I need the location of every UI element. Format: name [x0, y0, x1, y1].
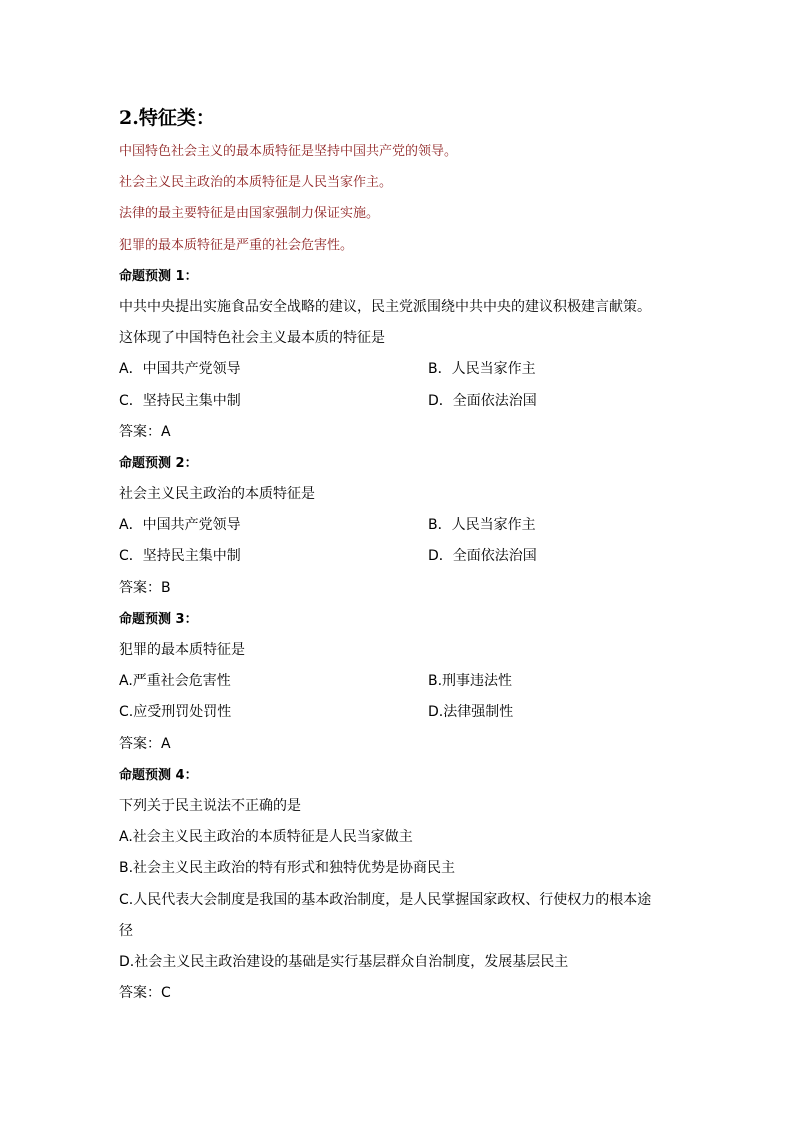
- option: D．全面依法治国: [428, 392, 537, 409]
- option: A．中国共产党领导: [119, 517, 241, 534]
- option-row: [119, 697, 689, 728]
- question-stem: 社会主义民主政治的本质特征是: [119, 486, 315, 503]
- question-stem: 犯罪的最本质特征是: [119, 642, 245, 658]
- key-point: 社会主义民主政治的本质特征是人民当家作主。: [119, 175, 393, 191]
- option: C.人民代表大会制度是我国的基本政治制度，是人民掌握国家政权、行使权力的根本途: [119, 891, 652, 908]
- option: D.社会主义民主政治建设的基础是实行基层群众自治制度，发展基层民主: [119, 953, 569, 970]
- option: D.法律强制性: [428, 704, 514, 721]
- document-content: [119, 100, 689, 1009]
- key-point: 中国特色社会主义的最本质特征是坚持中国共产党的领导。: [119, 144, 458, 159]
- option: C.应受刑罚处罚性: [119, 704, 232, 721]
- answer: 答案：C: [119, 985, 171, 1002]
- option: C．坚持民主集中制: [119, 548, 241, 565]
- option-row: [119, 510, 689, 541]
- option-row: [119, 354, 689, 385]
- key-point: 犯罪的最本质特征是严重的社会危害性。: [119, 237, 354, 253]
- option: A.社会主义民主政治的本质特征是人民当家做主: [119, 829, 413, 846]
- key-point: 法律的最主要特征是由国家强制力保证实施。: [119, 206, 380, 222]
- question-title: 命题预测 4：: [119, 767, 198, 783]
- answer: 答案：B: [119, 579, 171, 596]
- option: B.刑事违法性: [428, 673, 513, 690]
- question-stem: 这体现了中国特色社会主义最本质的特征是: [119, 330, 385, 347]
- answer: 答案：A: [119, 423, 171, 440]
- option-row: [119, 541, 689, 572]
- option: B.社会主义民主政治的特有形式和独特优势是协商民主: [119, 860, 456, 877]
- option: A．中国共产党领导: [119, 361, 241, 378]
- answer: 答案：A: [119, 735, 171, 752]
- option-continuation: 径: [119, 922, 133, 939]
- option: D．全面依法治国: [428, 548, 537, 565]
- question-stem: 中共中央提出实施食品安全战略的建议，民主党派围绕中共中央的建议积极建言献策。: [119, 298, 651, 315]
- question-stem: 下列关于民主说法不正确的是: [119, 797, 301, 814]
- option-row: [119, 666, 689, 697]
- option-row: [119, 386, 689, 417]
- section-heading: 2.特征类：: [119, 107, 215, 129]
- option: B．人民当家作主: [428, 517, 536, 534]
- question-title: 命题预测 3：: [119, 611, 198, 627]
- question-title: 命题预测 1：: [119, 268, 198, 284]
- option: A.严重社会危害性: [119, 673, 231, 690]
- option: B．人民当家作主: [428, 361, 536, 378]
- option: C．坚持民主集中制: [119, 392, 241, 409]
- question-title: 命题预测 2：: [119, 455, 198, 471]
